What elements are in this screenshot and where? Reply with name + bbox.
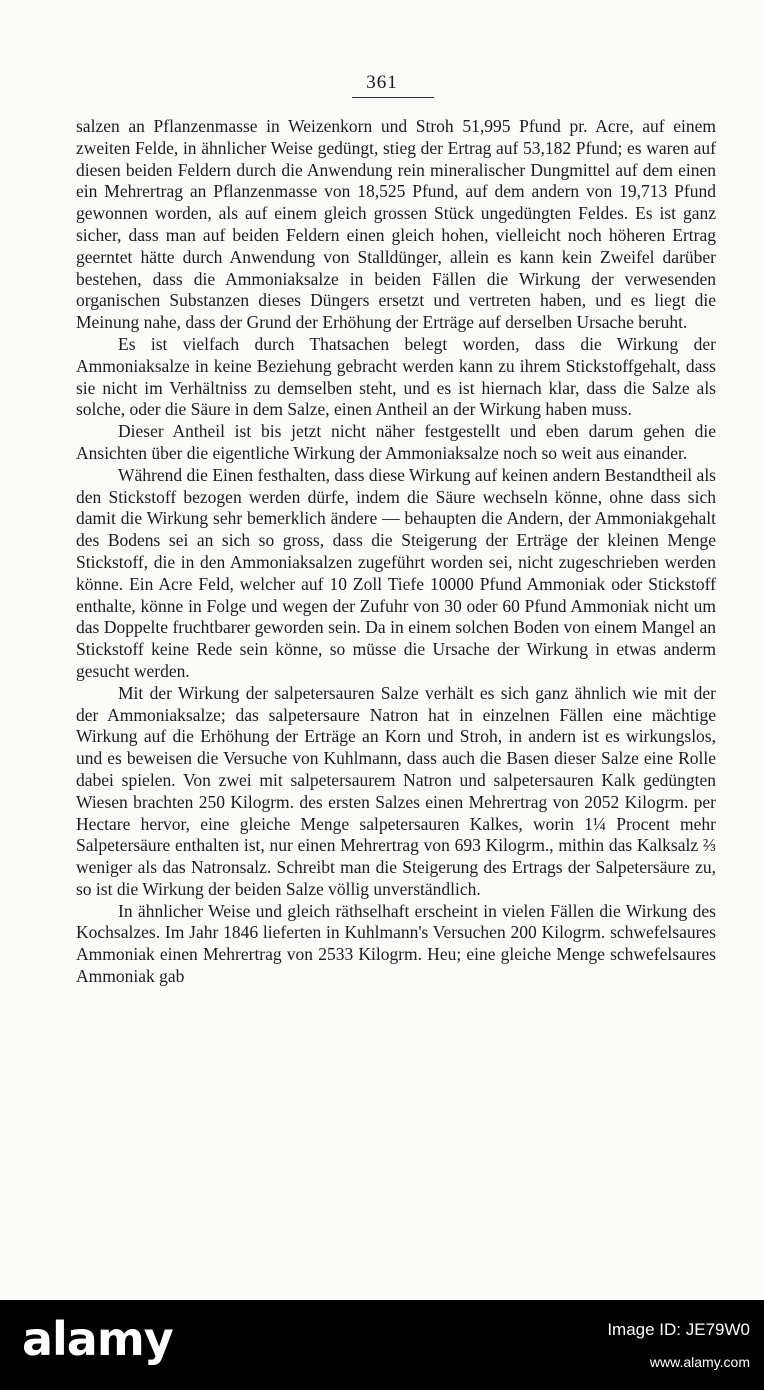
alamy-logo: alamy bbox=[22, 1312, 173, 1366]
image-id-label: Image ID: JE79W0 bbox=[607, 1320, 750, 1339]
paragraph-5: Mit der Wirkung der salpetersauren Salze verhält es sich ganz ähnlich wie mit der der Ammoniaksalze; das salpetersaure Natron hat in einzelnen Fällen eine mächtige Wirkung auf die Erhöhung der Erträge an Korn und Stroh, in andern ist es wirkungslos, und es beweisen die Versuche von Kuhlmann, dass auch die Basen dieser Salze eine Rolle dabei spielen. Von zwei mit salpetersaurem Natron und salpetersauren Kalk gedüngten Wiesen brachten 250 Kilogrm. des ersten Salzes einen Mehrertrag von 2052 Kilogrm. per Hectare hervor, eine gleiche Menge salpetersauren Kalkes, worin 1¼ Procent mehr Salpetersäure enthalten ist, nur einen Mehrertrag von 693 Kilogrm., mithin das Kalksalz ⅔ weniger als das Natronsalz. Schreibt man die Steigerung des Ertrags der Salpetersäure zu, so ist die Wirkung der beiden Salze völlig unverständlich. bbox=[76, 682, 716, 899]
stock-watermark-banner bbox=[0, 1300, 764, 1390]
body-text bbox=[76, 116, 716, 988]
paragraph-1: salzen an Pflanzenmasse in Weizenkorn und Stroh 51,995 Pfund pr. Acre, auf einem zweiten Felde, in ähnlicher Weise gedüngt, stieg der Ertrag auf 53,182 Pfund; es waren auf diesen beiden Feldern durch die Anwendung rein mineralischer Dungmittel auf dem einen ein Mehrertrag an Pflanzenmasse von 18,525 Pfund, auf dem andern von 19,713 Pfund gewonnen worden, als auf einem gleich grossen Stück ungedüngten Feldes. Es ist ganz sicher, dass man auf beiden Feldern einen gleich hohen, vielleicht noch höheren Ertrag geerntet hätte durch Anwendung von Stalldünger, allein es kann kein Zweifel darüber bestehen, dass die Ammoniaksalze in beiden Fällen die Wirkung der verwesenden organischen Substanzen dieses Düngers ersetzt und vertreten haben, und es liegt die Meinung nahe, dass der Grund der Erhöhung der Erträge auf derselben Ursache beruht. bbox=[76, 116, 716, 333]
paragraph-4: Während die Einen festhalten, dass diese Wirkung auf keinen andern Bestandtheil als den Stickstoff bezogen werden dürfe, indem die Säure wechseln könne, ohne dass sich damit die Wirkung sehr bemerklich ändere — behaupten die Andern, der Ammoniakgehalt des Bodens sei an sich so gross, dass die Steigerung der Erträge der kleinen Menge Stickstoff, die in den Ammoniaksalzen zugeführt worden sei, nicht zugeschrieben werden könne. Ein Acre Feld, welcher auf 10 Zoll Tiefe 10000 Pfund Ammoniak oder Stickstoff enthalte, könne in Folge und wegen der Zufuhr von 30 oder 60 Pfund Ammoniak nicht um das Doppelte fruchtbarer geworden sein. Da in einem solchen Boden von einem Mangel an Stickstoff keine Rede sein könne, so müsse die Ursache der Wirkung in etwas anderm gesucht werden. bbox=[76, 464, 716, 681]
paragraph-6: In ähnlicher Weise und gleich räthselhaft erscheint in vielen Fällen die Wirkung des Kochsalzes. Im Jahr 1846 lieferten in Kuhlmann's Versuchen 200 Kilogrm. schwefelsaures Ammoniak einen Mehrertrag von 2533 Kilogrm. Heu; eine gleiche Menge schwefelsaures Ammoniak gab bbox=[76, 900, 716, 987]
page-number: 361 bbox=[366, 72, 398, 93]
paragraph-3: Dieser Antheil ist bis jetzt nicht näher festgestellt und eben darum gehen die Ansichten über die eigentliche Wirkung der Ammoniaksalze noch so weit aus einander. bbox=[76, 421, 716, 463]
paragraph-2: Es ist vielfach durch Thatsachen belegt worden, dass die Wirkung der Ammoniaksalze in keine Beziehung gebracht werden kann zu ihrem Stickstoffgehalt, dass sie nicht im Verhältniss zu demselben steht, und es ist hiernach klar, dass die Salze als solche, oder die Säure in dem Salze, einen Antheil an der Wirkung haben muss. bbox=[76, 333, 716, 420]
site-url: www.alamy.com bbox=[649, 1354, 750, 1370]
page-number-rule bbox=[352, 97, 434, 98]
